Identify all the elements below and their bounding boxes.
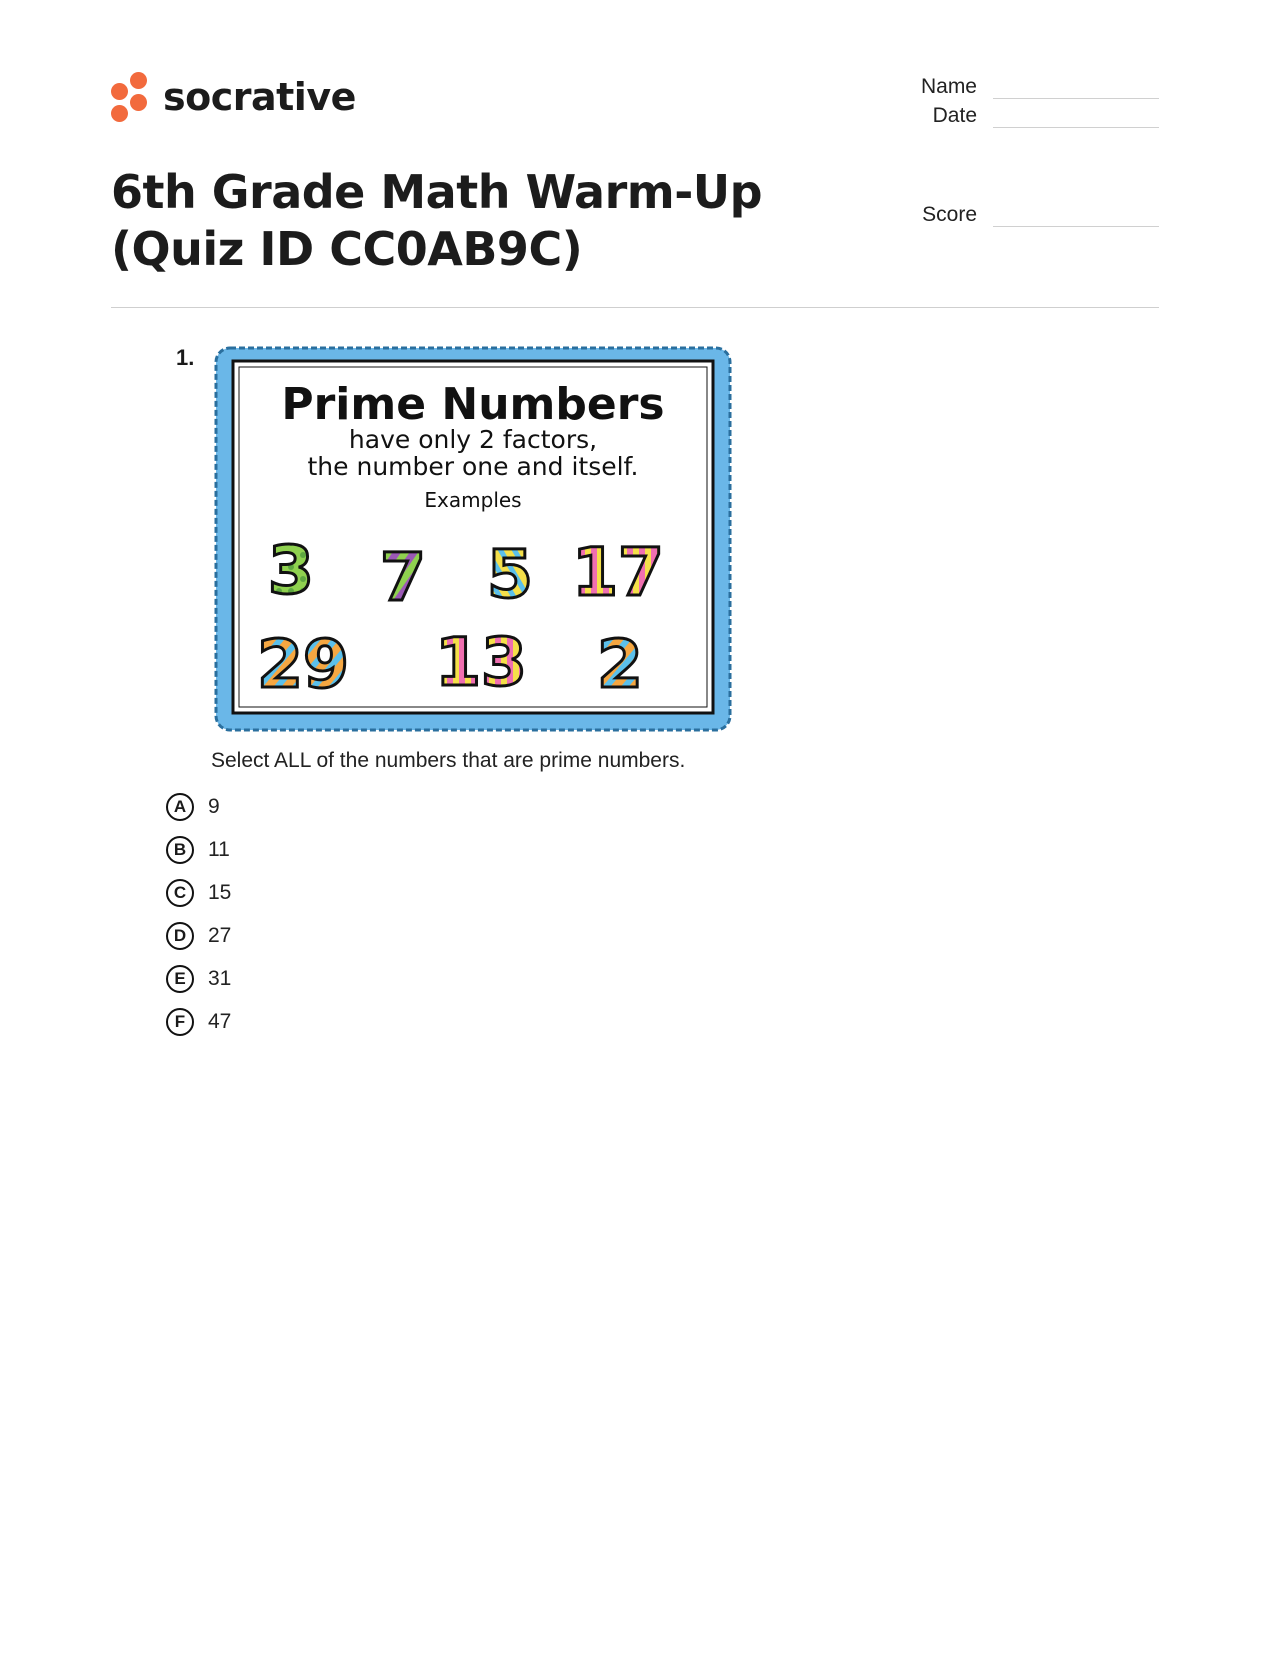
option-e[interactable] (166, 957, 231, 1000)
score-field[interactable] (897, 203, 1159, 227)
poster-number: 3 (268, 532, 314, 609)
poster-number: 29 (257, 626, 349, 703)
poster-number: 5 (487, 536, 533, 613)
socrative-logo (111, 72, 356, 122)
poster-examples-label: Examples (424, 488, 522, 512)
option-c[interactable] (166, 871, 231, 914)
poster-line-1: have only 2 factors, (348, 425, 598, 454)
name-line[interactable] (993, 76, 1159, 99)
option-bubble[interactable]: F (166, 1008, 194, 1036)
name-label: Name (920, 75, 977, 98)
option-text: 9 (208, 794, 220, 818)
score-label: Score (922, 203, 977, 226)
option-text: 27 (208, 923, 232, 947)
poster-number: 2 (597, 626, 643, 703)
poster-number: 13 (435, 624, 527, 701)
option-text: 31 (208, 966, 232, 990)
logo-hexagon-icon (111, 72, 151, 122)
option-bubble[interactable]: B (166, 836, 194, 864)
option-text: 47 (208, 1009, 232, 1033)
question-prompt: Select ALL of the numbers that are prime numbers. (211, 749, 686, 772)
option-b[interactable] (166, 828, 231, 871)
answer-options (166, 785, 231, 1043)
option-d[interactable] (166, 914, 231, 957)
option-bubble[interactable]: C (166, 879, 194, 907)
date-label: Date (932, 104, 977, 127)
option-bubble[interactable]: D (166, 922, 194, 950)
option-bubble[interactable]: E (166, 965, 194, 993)
option-a[interactable] (166, 785, 231, 828)
poster-number: 7 (380, 539, 426, 616)
quiz-title: 6th Grade Math Warm-Up (Quiz ID CC0AB9C) (111, 165, 763, 276)
score-line[interactable] (993, 204, 1159, 227)
header-divider (111, 307, 1159, 308)
option-text: 15 (208, 880, 232, 904)
name-field[interactable] (897, 75, 1159, 99)
brand-name: socrative (163, 75, 356, 119)
question-number: 1. (176, 345, 195, 370)
option-bubble[interactable]: A (166, 793, 194, 821)
poster-number: 17 (572, 534, 664, 611)
date-field[interactable] (897, 104, 1159, 128)
date-line[interactable] (993, 105, 1159, 128)
option-text: 11 (208, 837, 230, 861)
option-f[interactable] (166, 1000, 231, 1043)
poster-heading: Prime Numbers (281, 379, 665, 430)
poster-line-2: the number one and itself. (307, 452, 639, 481)
prime-numbers-poster (213, 345, 733, 733)
